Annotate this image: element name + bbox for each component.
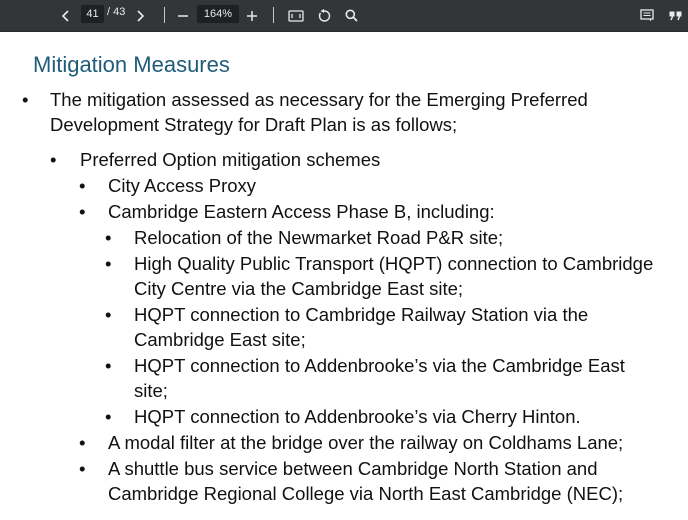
- bullet-marker: •: [105, 304, 112, 325]
- bullet-marker: •: [105, 253, 112, 274]
- list-item-line: Cambridge Eastern Access Phase B, including:: [108, 201, 495, 222]
- list-item-line: Cambridge East site;: [134, 329, 306, 350]
- list-item-line: City Centre via the Cambridge East site;: [134, 278, 464, 299]
- bullet-marker: •: [22, 89, 29, 110]
- list-item-line: Cambridge Regional College via North East Cambridge (NEC);: [108, 483, 624, 504]
- list-item-line: HQPT connection to Cambridge Railway Station via the: [134, 304, 589, 325]
- list-item-line: City Access Proxy: [108, 175, 257, 196]
- list-item-line: A modal filter at the bridge over the railway on Coldhams Lane;: [108, 432, 624, 453]
- bullet-marker: •: [105, 406, 112, 427]
- page-number-input[interactable]: [81, 5, 104, 23]
- list-item-line: HQPT connection to Addenbrooke’s via Cherry Hinton.: [134, 406, 581, 427]
- pdf-toolbar: [0, 0, 688, 32]
- list-item-line: The mitigation assessed as necessary for the Emerging Preferred: [50, 89, 588, 110]
- bullet-marker: •: [79, 201, 86, 222]
- list-item-line: A shuttle bus service between Cambridge North Station and: [108, 458, 598, 479]
- section-heading: Mitigation Measures: [33, 52, 230, 77]
- document-page: [0, 33, 688, 520]
- list-item-line: Relocation of the Newmarket Road P&R site;: [134, 227, 504, 248]
- chevron-right-icon[interactable]: [132, 0, 148, 31]
- bullet-marker: •: [50, 149, 57, 170]
- toolbar-divider: [164, 7, 165, 23]
- chevron-left-icon[interactable]: [58, 0, 74, 31]
- bullet-marker: •: [79, 175, 86, 196]
- bullet-marker: •: [105, 355, 112, 376]
- search-icon[interactable]: [342, 0, 360, 31]
- list-item-line: Preferred Option mitigation schemes: [80, 149, 381, 170]
- list-item-line: site;: [134, 380, 168, 401]
- toolbar-divider: [273, 7, 274, 23]
- list-item-line: HQPT connection to Addenbrooke’s via the Cambridge East: [134, 355, 625, 376]
- zoom-level: 164%: [203, 8, 233, 20]
- comment-icon[interactable]: [638, 0, 656, 31]
- zoom-input[interactable]: [197, 5, 239, 23]
- fit-page-icon[interactable]: [287, 0, 305, 31]
- bullet-marker: •: [79, 432, 86, 453]
- list-item-line: Development Strategy for Draft Plan is as follows;: [50, 114, 458, 135]
- current-page: 41: [86, 8, 99, 20]
- rotate-icon[interactable]: [315, 0, 333, 31]
- zoom-in-icon[interactable]: [244, 0, 260, 31]
- zoom-out-icon[interactable]: [175, 0, 191, 31]
- page-total: / 43: [107, 6, 126, 18]
- bullet-marker: •: [105, 227, 112, 248]
- list-item-line: High Quality Public Transport (HQPT) connection to Cambridge: [134, 253, 654, 274]
- bullet-marker: •: [79, 458, 86, 479]
- quote-icon[interactable]: [666, 0, 684, 31]
